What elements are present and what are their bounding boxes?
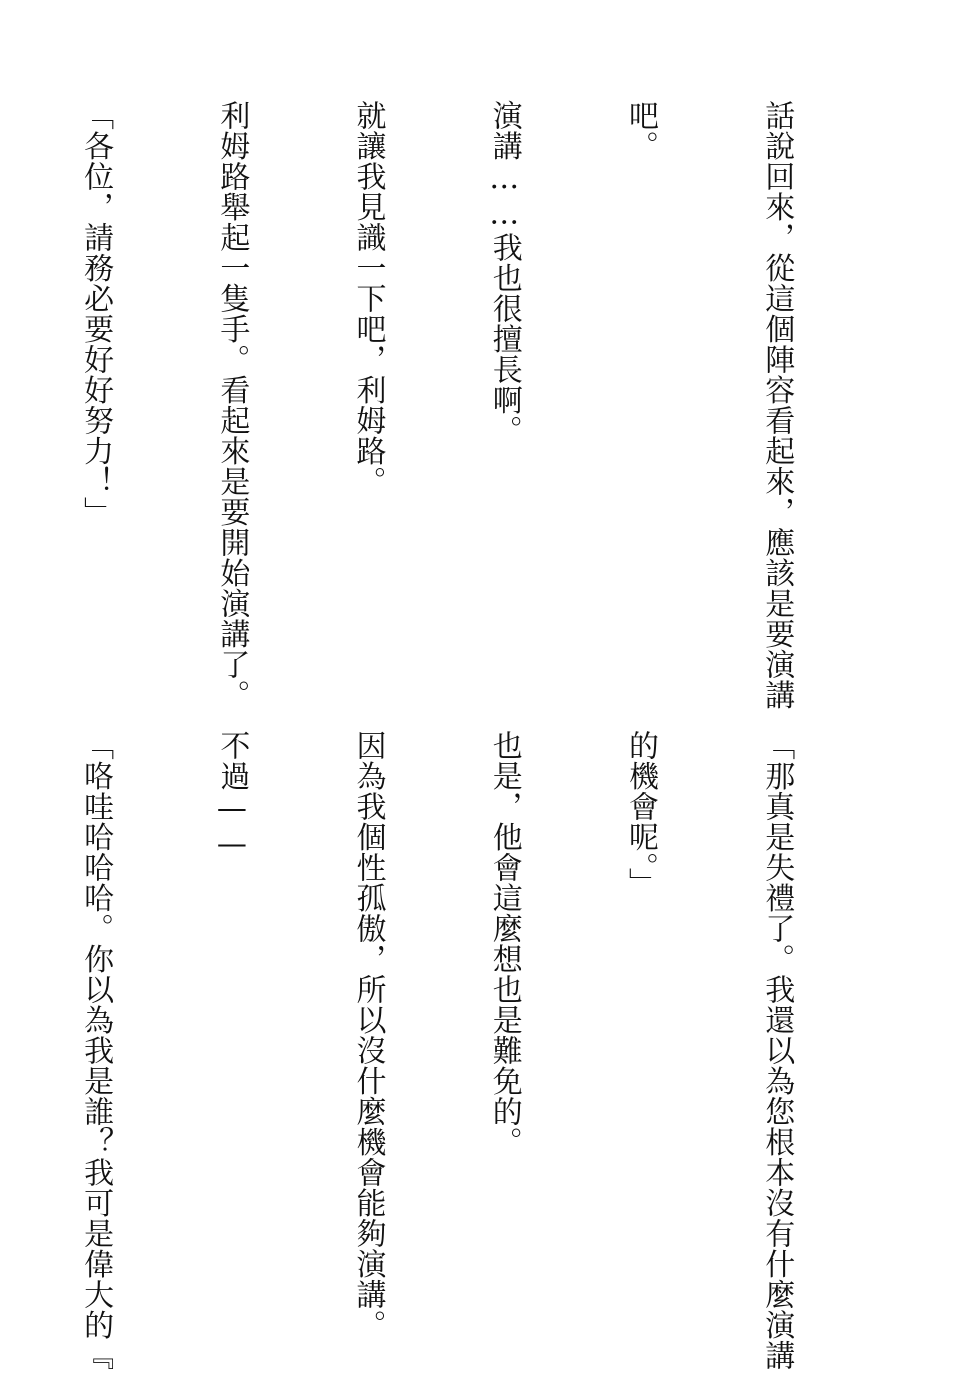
text-line: 因為我個性孤傲，所以沒什麼機會能夠演講。 [350, 730, 386, 1340]
text-line: 利姆路舉起一隻手。看起來是要開始演講了。 [214, 100, 250, 710]
text-line: 話說回來，從這個陣容看起來，應該是要演講 [759, 100, 795, 710]
text-line: 的機會呢。」 [622, 730, 658, 898]
text-block-top [78, 100, 890, 710]
text-block-bottom [78, 730, 890, 1371]
text-line: 不過—— [214, 730, 250, 862]
text-line: 吧。 [622, 100, 658, 161]
text-line: 「那真是失禮了。我還以為您根本沒有什麼演講 [759, 730, 795, 1371]
text-line: 也是，他會這麼想也是難免的。 [486, 730, 522, 1157]
text-line: 「咯哇哈哈哈。你以為我是誰？我可是偉大的『 [78, 730, 114, 1371]
text-line: 就讓我見識一下吧，利姆路。 [350, 100, 386, 497]
text-line: 「各位，請務必要好好努力！」 [78, 100, 114, 527]
text-line: 演講……我也很擅長啊。 [486, 100, 522, 446]
